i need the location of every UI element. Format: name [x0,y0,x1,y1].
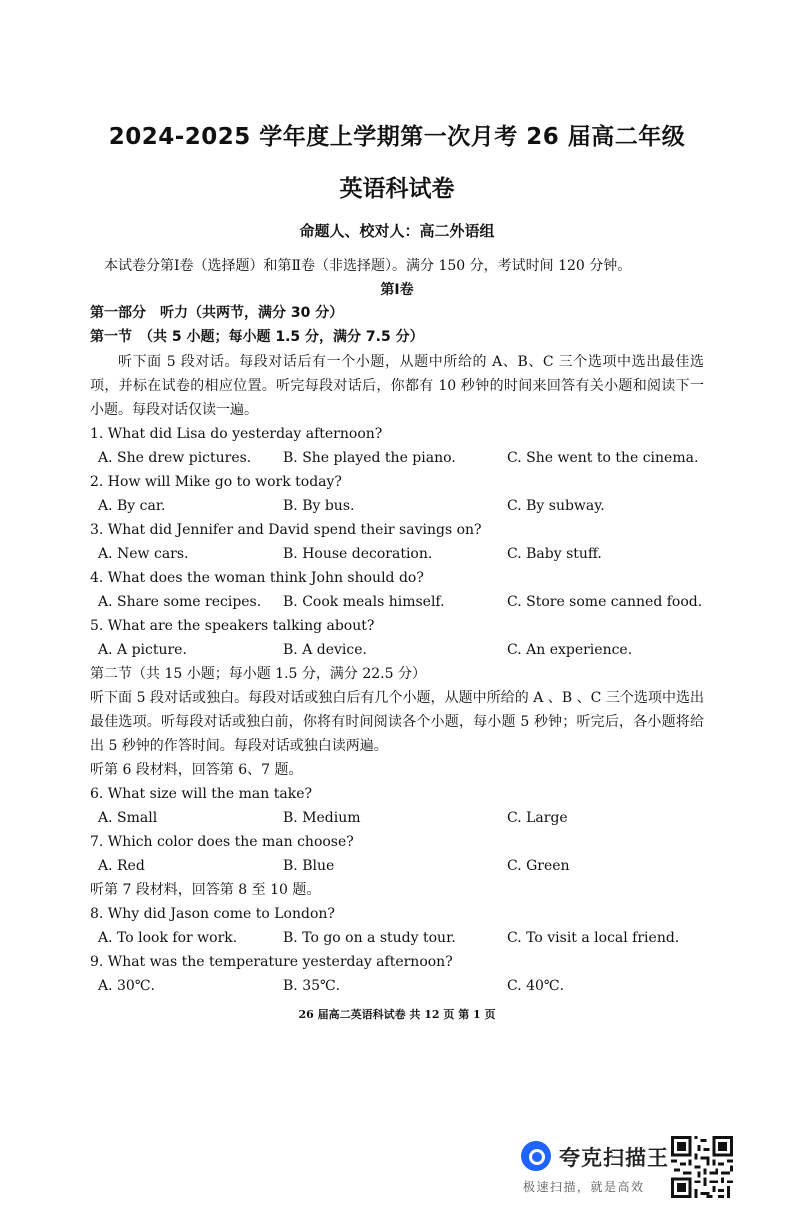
question-9-option-c: C. 40℃. [507,978,565,994]
question-5-option-c: C. An experience. [507,642,633,658]
question-5-option-b: B. A device. [283,642,367,658]
question-9-option-b: B. 35℃. [283,978,341,994]
question-6-stem: 6. What size will the man take? [90,786,312,802]
exam-title-line1: 2024-2025 学年度上学期第一次月考 26 届高二年级 [108,124,686,150]
question-4-stem: 4. What does the woman think John should do? [90,570,424,586]
question-7-option-c: C. Green [507,858,570,874]
scanner-logo-icon [521,1141,551,1171]
scanner-watermark [521,1141,671,1197]
question-3-option-a: A. New cars. [98,546,189,562]
question-6-option-c: C. Large [507,810,568,826]
question-5-stem: 5. What are the speakers talking about? [90,618,375,634]
section2-title: 第二节（共 15 小题；每小题 1.5 分，满分 22.5 分） [90,666,426,682]
question-1-option-a: A. She drew pictures. [98,450,252,466]
exam-title-line2: 英语科试卷 [339,176,455,202]
question-8-option-b: B. To go on a study tour. [283,930,456,946]
question-9-stem: 9. What was the temperature yesterday afternoon? [90,954,453,970]
question-8-stem: 8. Why did Jason come to London? [90,906,335,922]
question-3-stem: 3. What did Jennifer and David spend their savings on? [90,522,482,538]
scanner-tagline: 极速扫描，就是高效 [523,1180,645,1194]
question-7-option-b: B. Blue [283,858,335,874]
question-1-stem: 1. What did Lisa do yesterday afternoon? [90,426,383,442]
question-4-option-c: C. Store some canned food. [507,594,703,610]
volume-title: 第Ⅰ卷 [380,282,414,298]
question-3-option-c: C. Baby stuff. [507,546,602,562]
question-2-stem: 2. How will Mike go to work today? [90,474,342,490]
part1-title: 第一部分 听力（共两节，满分 30 分） [90,305,344,321]
section2-instructions: 听下面 5 段对话或独白。每段对话或独白后有几个小题，从题中所给的 A 、B 、C 三个选项中选出最佳选项。听每段对话或独白前，你将有时间阅读各个小题，每小题 5 秒钟；听完后，各小题将给出 5 秒钟的作答时间。每段对话或独白读两遍。 [90,690,704,754]
question-9-option-a: A. 30℃. [98,978,155,994]
question-8-option-c: C. To visit a local friend. [507,930,680,946]
question-3-option-b: B. House decoration. [283,546,433,562]
question-5-option-a: A. A picture. [98,642,187,658]
question-7-option-a: A. Red [98,858,145,874]
question-6-option-a: A. Small [98,810,158,826]
material-7-instruction: 听第 7 段材料，回答第 8 至 10 题。 [90,882,321,898]
question-4-option-b: B. Cook meals himself. [283,594,445,610]
question-2-option-a: A. By car. [98,498,166,514]
section1-title: 第一节 （共 5 小题；每小题 1.5 分，满分 7.5 分） [90,329,424,345]
question-6-option-b: B. Medium [283,810,361,826]
question-2-option-b: B. By bus. [283,498,355,514]
question-7-stem: 7. Which color does the man choose? [90,834,354,850]
scanner-brand-name: 夸克扫描王 [559,1146,669,1170]
question-1-option-c: C. She went to the cinema. [507,450,699,466]
question-8-option-a: A. To look for work. [98,930,238,946]
page-footer: 26 届高二英语科试卷 共 12 页 第 1 页 [298,1008,496,1021]
exam-intro: 本试卷分第Ⅰ卷（选择题）和第Ⅱ卷（非选择题）。满分 150 分，考试时间 120 分钟。 [104,258,632,274]
material-6-instruction: 听第 6 段材料，回答第 6、7 题。 [90,762,303,778]
question-2-option-c: C. By subway. [507,498,605,514]
section1-instructions: 听下面 5 段对话。每段对话后有一个小题，从题中所给的 A、B、C 三个选项中选出最佳选项，并标在试卷的相应位置。听完每段对话后，你都有 10 秒钟的时间来回答有关小题和阅读下一小题。每段对话仅读一遍。 [90,354,704,418]
question-4-option-a: A. Share some recipes. [98,594,262,610]
exam-authors: 命题人、校对人：高二外语组 [299,222,495,240]
question-1-option-b: B. She played the piano. [283,450,456,466]
qr-code-icon [671,1136,733,1198]
